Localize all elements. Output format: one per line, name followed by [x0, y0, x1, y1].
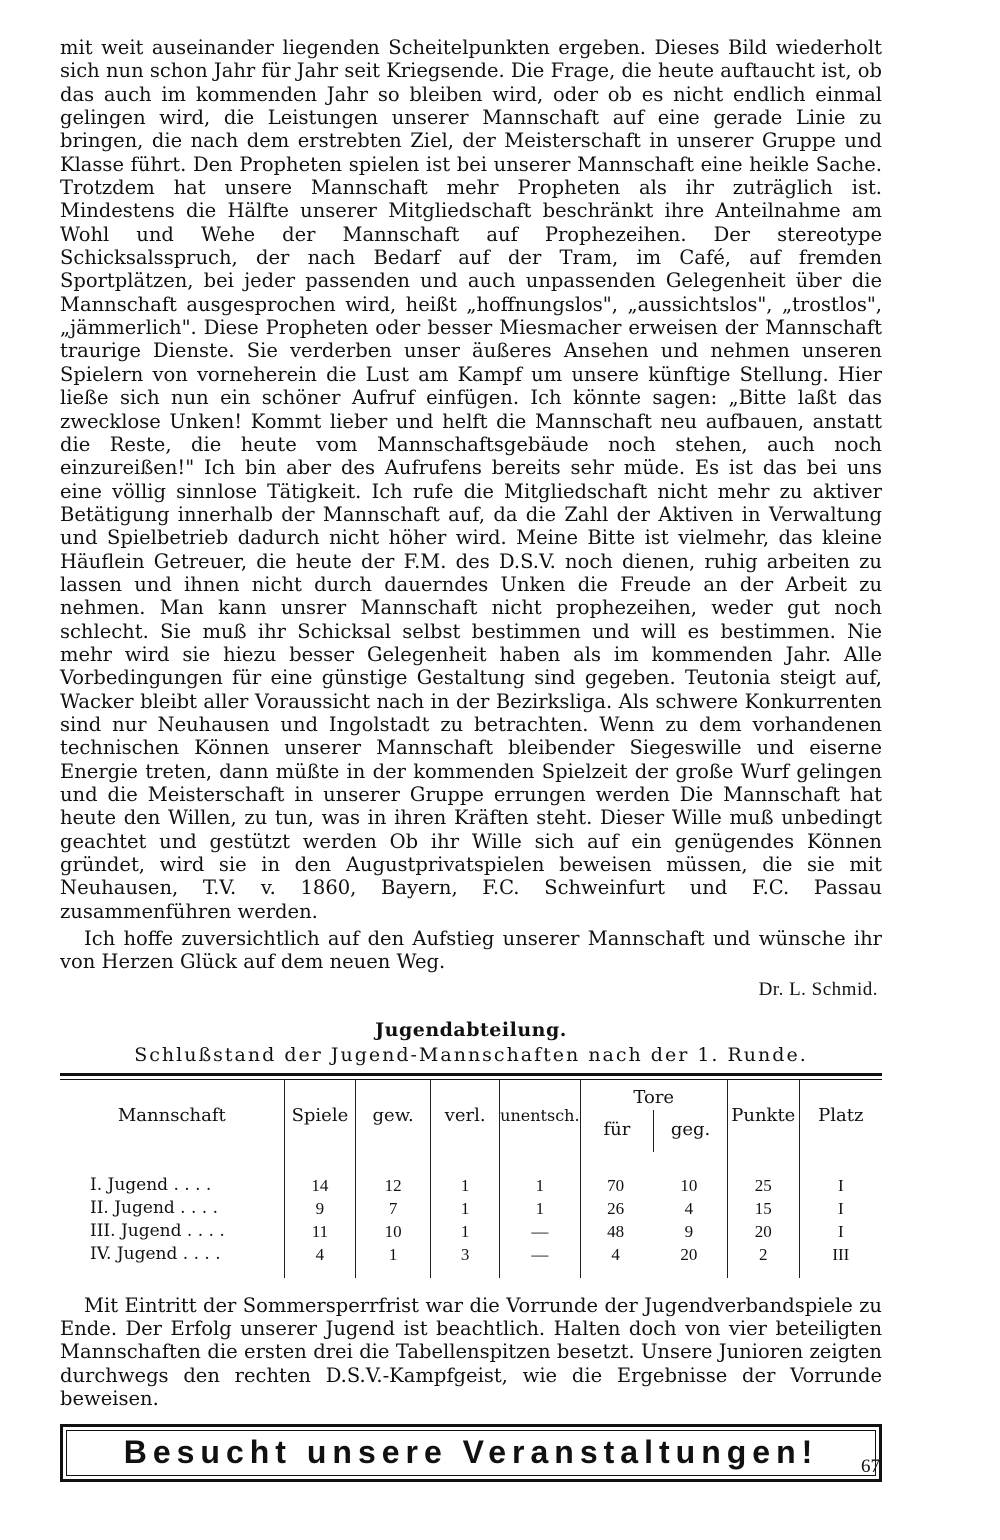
- row-drawn: —: [500, 1220, 580, 1243]
- row-won: 7: [356, 1197, 431, 1220]
- table-row: [60, 1220, 882, 1243]
- header-rank: Platz: [799, 1080, 882, 1152]
- header-lost: verl.: [431, 1080, 500, 1152]
- header-team: Mannschaft: [117, 1105, 226, 1127]
- header-points: Punkte: [727, 1080, 799, 1152]
- header-goals-label: Tore: [633, 1086, 675, 1108]
- table-rule-top: [60, 1073, 882, 1076]
- row-team: III. Jugend . . . .: [90, 1220, 225, 1241]
- table-spacer-row: [60, 1152, 882, 1174]
- row-lost: 3: [431, 1243, 500, 1266]
- header-goals-against: geg.: [670, 1118, 711, 1140]
- row-lost: 1: [431, 1220, 500, 1243]
- row-goals-for: 4: [580, 1243, 651, 1266]
- event-banner: [60, 1424, 882, 1482]
- section-title: Jugendabteilung.: [375, 1018, 567, 1041]
- row-points: 20: [727, 1220, 799, 1243]
- header-games: Spiele: [284, 1080, 356, 1152]
- row-rank: I: [799, 1220, 882, 1243]
- row-team: I. Jugend . . . .: [90, 1174, 212, 1195]
- row-games: 11: [284, 1220, 356, 1243]
- row-rank: I: [799, 1197, 882, 1220]
- closing-paragraph: Mit Eintritt der Sommersperrfrist war die Vorrunde der Jugendverbandspiele zu Ende. Der Erfolg unserer Jugend ist beachtlich. Halten doch von vier beteiligten Mannschaften die ersten drei die Tabellenspitzen besetzt. Unsere Junioren zeigten durchwegs den rechten D.S.V.-Kampfgeist, wie die Ergebnisse der Vorrunde beweisen.: [60, 1293, 882, 1411]
- article-paragraph-2: Ich hoffe zuversichtlich auf den Aufstieg unserer Mannschaft und wünsche ihr von Herzen Glück auf dem neuen Weg.: [60, 927, 882, 974]
- row-games: 4: [284, 1243, 356, 1266]
- row-rank: I: [799, 1174, 882, 1197]
- header-won: gew.: [356, 1080, 431, 1152]
- row-points: 25: [727, 1174, 799, 1197]
- table-row: [60, 1197, 882, 1220]
- row-rank: III: [799, 1243, 882, 1266]
- row-goals-for: 48: [580, 1220, 651, 1243]
- table-row: [60, 1243, 882, 1266]
- row-goals-for: 70: [580, 1174, 651, 1197]
- row-won: 10: [356, 1220, 431, 1243]
- section-subtitle: Schlußstand der Jugend-Mannschaften nach der 1. Runde.: [134, 1043, 808, 1066]
- row-drawn: —: [500, 1243, 580, 1266]
- row-points: 2: [727, 1243, 799, 1266]
- row-points: 15: [727, 1197, 799, 1220]
- header-drawn: unentsch.: [500, 1080, 580, 1152]
- row-games: 9: [284, 1197, 356, 1220]
- header-goals: [580, 1080, 727, 1152]
- row-games: 14: [284, 1174, 356, 1197]
- table-end-spacer: [60, 1266, 882, 1278]
- standings-table: [60, 1080, 882, 1278]
- row-team: II. Jugend . . . .: [90, 1197, 219, 1218]
- row-won: 1: [356, 1243, 431, 1266]
- row-lost: 1: [431, 1197, 500, 1220]
- header-goals-for: für: [581, 1110, 655, 1152]
- row-team: IV. Jugend . . . .: [90, 1243, 221, 1264]
- row-goals-for: 26: [580, 1197, 651, 1220]
- row-goals-against: 20: [680, 1244, 698, 1264]
- row-goals-against: 10: [680, 1175, 698, 1195]
- table-row: [60, 1174, 882, 1197]
- row-goals-against: 4: [684, 1198, 694, 1218]
- page-number: 67: [861, 1456, 880, 1477]
- event-banner-text: Besucht unsere Veranstaltungen!: [66, 1430, 876, 1476]
- article-paragraph-1: mit weit auseinander liegenden Scheitelpunkten ergeben. Dieses Bild wiederholt sich nun schon Jahr für Jahr seit Kriegsende. Die Frage, die heute auftaucht ist, ob das auch im kommenden Jahr so bleiben wird, oder ob es nicht endlich einmal gelingen wird, die Leistungen unserer Mannschaft auf eine gerade Linie zu bringen, die nach dem erstrebten Ziel, der Meisterschaft in unserer Gruppe und Klasse führt. Den Propheten spielen ist bei unserer Mannschaft eine heikle Sache. Trotzdem hat unsere Mannschaft mehr Propheten als ihr zuträglich ist. Mindestens die Hälfte unserer Mitgliedschaft beschränkt ihre Anteilnahme am Wohl und Wehe der Mannschaft auf Prophezeihen. Der stereotype Schicksalsspruch, der nach Bedarf auf der Tram, im Café, auf fremden Sportplätzen, bei jeder passenden und auch unpassenden Gelegenheit über die Mannschaft ausgesprochen wird, heißt „hoffnungslos", „aussichtslos", „trostlos", „jämmerlich". Diese Propheten oder besser Miesmacher erweisen der Mannschaft traurige Dienste. Sie verderben unser äußeres Ansehen und nehmen unseren Spielern von vorneherein die Lust am Kampf um unsere künftige Stellung. Hier ließe sich nun ein schöner Aufruf einfügen. Ich könnte sagen: „Bitte laßt das zwecklose Unken! Kommt lieber und helft die Mannschaft neu aufbauen, anstatt die Reste, die heute vom Mannschaftsgebäude noch stehen, auch noch einzureißen!" Ich bin aber des Aufrufens bereits sehr müde. Es ist das bei uns eine völlig sinnlose Tätigkeit. Ich rufe die Mitgliedschaft nicht mehr zu aktiver Betätigung innerhalb der Mannschaft auf, da die Zahl der Aktiven in Verwaltung und Spielbetrieb dadurch nicht höher wird. Meine Bitte ist vielmehr, das kleine Häuflein Getreuer, die heute der F.M. des D.S.V. noch dienen, ruhig arbeiten zu lassen und ihnen nicht durch dauerndes Unken die Freude an der Arbeit zu nehmen. Man kann unsrer Mannschaft nicht prophezeihen, weder gut noch schlecht. Sie muß ihr Schicksal selbst bestimmen und will es bestimmen. Nie mehr wird sie hiezu besser Gelegenheit haben als im kommenden Jahr. Alle Vorbedingungen für eine günstige Gestaltung sind gegeben. Teutonia steigt auf, Wacker bleibt aller Voraussicht nach in der Bezirksliga. Als schwere Konkurrenten sind nur Neuhausen und Ingolstadt zu betrachten. Wenn zu dem vorhandenen technischen Können unserer Mannschaft bleibender Siegeswille und eiserne Energie treten, dann müßte in der kommenden Spielzeit der große Wurf gelingen und die Meisterschaft in unserer Gruppe errungen werden Die Mannschaft hat heute den Willen, zu tun, was in ihren Kräften steht. Dieser Wille muß unbedingt geachtet und gestützt werden Ob ihr Wille sich auf ein genügendes Können gründet, wird sie in den Augustprivatspielen beweisen müssen, die sie mit Neuhausen, T.V. v. 1860, Bayern, F.C. Schweinfurt und F.C. Passau zusammenführen werden.: [60, 36, 882, 923]
- page-content: [60, 36, 882, 1482]
- table-header-row: [60, 1080, 882, 1152]
- row-won: 12: [356, 1174, 431, 1197]
- row-lost: 1: [431, 1174, 500, 1197]
- row-goals-against: 9: [684, 1221, 694, 1241]
- row-drawn: 1: [500, 1197, 580, 1220]
- author-signature: Dr. L. Schmid.: [758, 978, 878, 1000]
- row-drawn: 1: [500, 1174, 580, 1197]
